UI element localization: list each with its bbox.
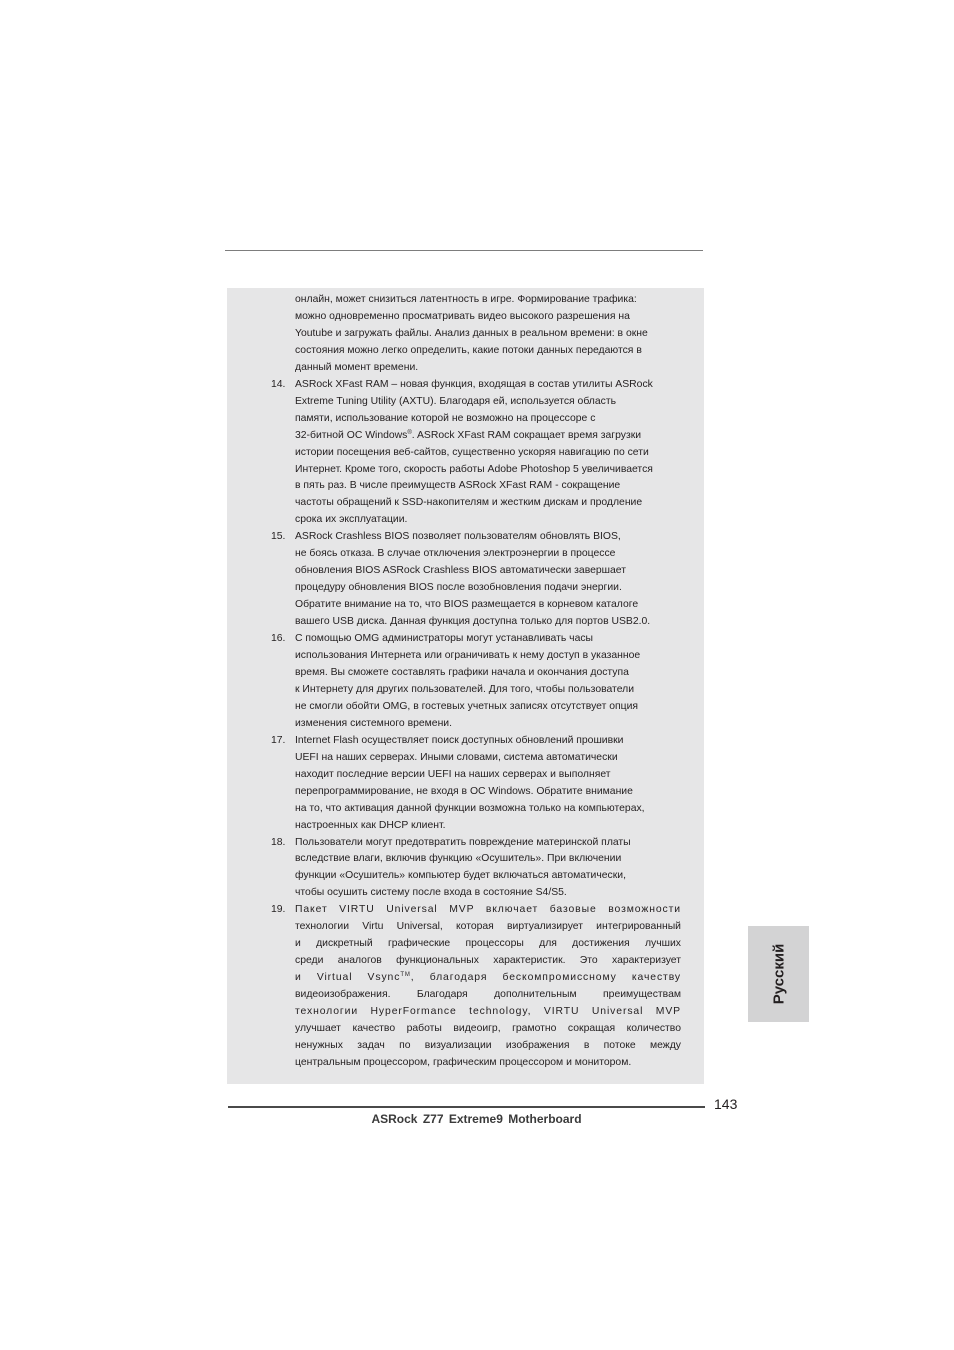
item-number: 19. (271, 904, 286, 916)
intro-paragraph (227, 292, 704, 377)
text-line: использования Интернета или ограничивать к нему доступ в указанное (295, 650, 641, 662)
text-line: состояния можно легко определить, какие потоки данных передаются в (295, 344, 642, 356)
text-line: процедуру обновления BIOS после возобновления подачи энергии. (295, 582, 622, 594)
text-line: UEFI на наших серверах. Иными словами, система автоматически (295, 751, 618, 763)
text-line: Youtube и загружать файлы. Анализ данных в реальном времени: в окне (295, 327, 648, 339)
trademark-mark: TM (400, 972, 411, 979)
item-number: 14. (271, 378, 286, 390)
item-number: 18. (271, 836, 286, 848)
text-line: функции «Осушитель» компьютер будет включаться автоматически, (295, 870, 626, 882)
text-fragment: 32-битной ОС Windows (295, 429, 408, 441)
language-tab-label: Русский (770, 943, 787, 1005)
text-line: онлайн, может снизиться латентность в игре. Формирование трафика: (295, 294, 637, 305)
text-line: Пользователи могут предотвратить повреждение материнской платы (295, 836, 631, 848)
list-item-17 (227, 733, 704, 835)
text-line: время. Вы сможете составлять графики начала и окончания доступа (295, 666, 629, 678)
text-line: Extreme Tuning Utility (AXTU). Благодаря ей, используется область (295, 395, 617, 407)
text-line: не смогли обойти OMG, в гостевых учетных записях отсутствует опция (295, 700, 639, 712)
item-number: 16. (271, 633, 286, 645)
text-line: не боясь отказа. В случае отключения электроэнергии в процессе (295, 548, 616, 560)
bottom-rule (228, 1106, 705, 1108)
list-item-19 (227, 902, 704, 1071)
top-rule (225, 250, 703, 251)
text-line (295, 970, 681, 987)
text-line: частоты обращений к SSD-накопителям и жестким дискам и продление (295, 497, 643, 509)
text-line: в пять раз. В числе преимуществ ASRock XFast RAM - сокращение (295, 480, 621, 492)
text-line: технологии Virtu Universal, которая виртуализирует интегрированный (295, 921, 681, 933)
text-line: вашего USB диска. Данная функция доступна только для портов USB2.0. (295, 616, 651, 628)
text-line: Internet Flash осуществляет поиск доступных обновлений прошивки (295, 734, 624, 746)
text-line: настроенных как DHCP клиент. (295, 819, 446, 831)
text-line: находит последние версии UEFI на наших серверах и выполняет (295, 768, 611, 780)
text-line: истории посещения веб-сайтов, существенно ускоряя навигацию по сети (295, 446, 649, 458)
list-item-16 (227, 631, 704, 733)
text-fragment: и Virtual Vsync (295, 972, 401, 984)
footer-title: ASRock Z77 Extreme9 Motherboard (371, 1112, 582, 1126)
text-line: можно одновременно просматривать видео высокого разрешения на (295, 310, 630, 322)
text-line: видеоизображения. Благодаря дополнительным преимуществам (295, 989, 681, 1000)
text-line: и дискретный графические процессоры для достижения лучших (295, 938, 681, 950)
text-line: Пакет VIRTU Universal MVP включает базовые возможности (295, 904, 681, 916)
text-fragment: . ASRock XFast RAM сокращает время загрузки (411, 429, 642, 441)
text-line: срока их эксплуатации. (295, 514, 408, 526)
text-line (295, 428, 681, 445)
text-fragment: , благодаря бескомпромиссному качеству (410, 972, 681, 984)
list-item-14 (227, 377, 704, 530)
text-line: ASRock Crashless BIOS позволяет пользователям обновлять BIOS, (295, 531, 621, 543)
text-line: вследствие влаги, включив функцию «Осушитель». При включении (295, 853, 622, 865)
page-number: 143 (714, 1096, 738, 1112)
feature-list (227, 292, 704, 1072)
text-line: обновления BIOS ASRock Crashless BIOS автоматически завершает (295, 565, 626, 577)
text-line: на то, что активация данной функции возможна только на компьютерах, (295, 802, 645, 814)
text-line: улучшает качество работы видеоигр, грамотно сокращая количество (295, 1022, 681, 1034)
text-line: Интернет. Кроме того, скорость работы Adobe Photoshop 5 увеличивается (295, 463, 653, 475)
text-line: С помощью OMG администраторы могут устанавливать часы (295, 633, 594, 645)
text-line: центральным процессором, графическим процессором и монитором. (295, 1056, 632, 1068)
content-box (227, 288, 704, 1084)
text-line: ASRock XFast RAM – новая функция, входящая в состав утилиты ASRock (295, 378, 653, 390)
text-line: чтобы осушить систему после входа в состояние S4/S5. (295, 887, 567, 899)
text-line: перепрограммирование, не входя в ОС Windows. Обратите внимание (295, 785, 633, 797)
text-line: изменения системного времени. (295, 717, 452, 729)
registered-mark: ® (407, 429, 412, 436)
text-line: ненужных задач по визуализации изображения в потоке между (295, 1039, 681, 1051)
text-line: к Интернету для других пользователей. Для того, чтобы пользователи (295, 683, 634, 695)
text-line: данный момент времени. (295, 361, 419, 373)
item-number: 15. (271, 531, 286, 543)
text-line: Обратите внимание на то, что BIOS размещается в корневом каталоге (295, 599, 639, 611)
list-item-15 (227, 529, 704, 631)
text-line: памяти, использование которой не возможно на процессоре с (295, 412, 596, 424)
language-tab (748, 926, 809, 1022)
text-line: среди аналогов функциональных характеристик. Это характеризует (295, 955, 681, 967)
item-number: 17. (271, 734, 286, 746)
text-line: технологии HyperFormance technology, VIRTU Universal MVP (295, 1005, 681, 1017)
list-item-18 (227, 835, 704, 903)
